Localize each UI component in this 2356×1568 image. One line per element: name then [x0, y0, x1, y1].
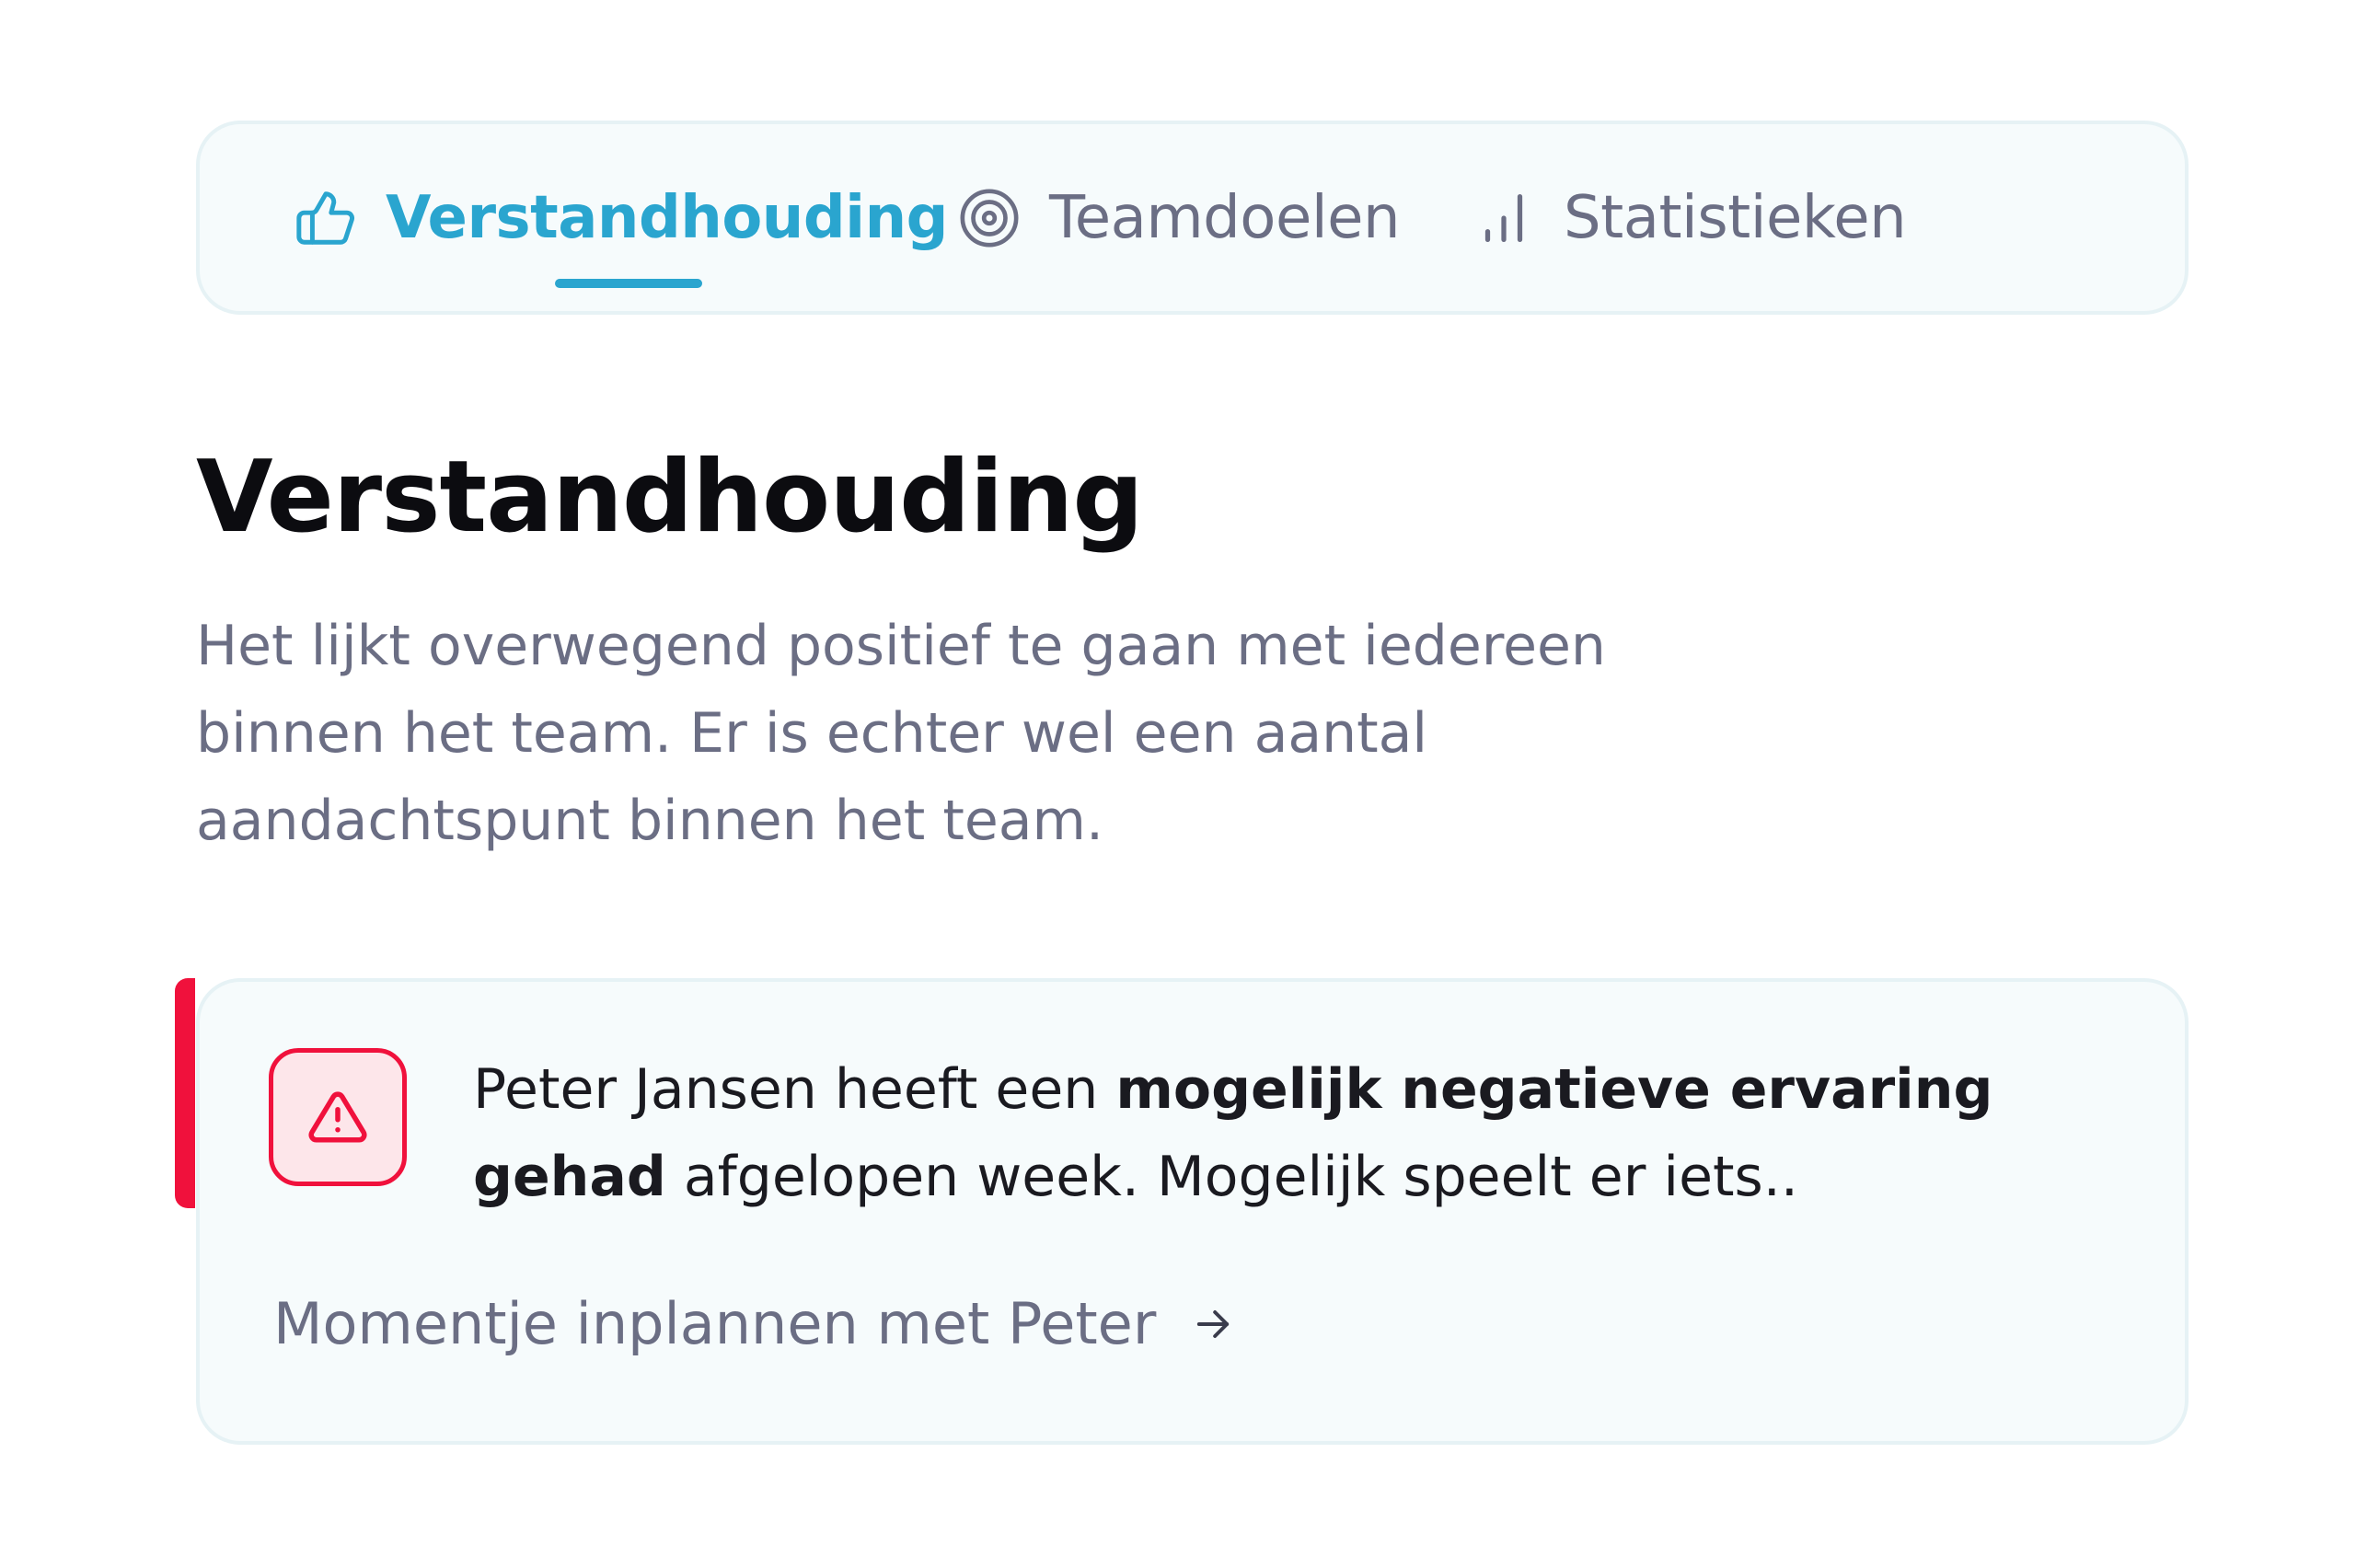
alert-text-highlight: mogelijk negatieve ervaring gehad: [473, 1057, 1993, 1209]
page-description: Het lijkt overwegend positief te gaan met iedereen binnen het team. Er is echter wel een aantal aandachtspunt binnen het team.: [196, 614, 1606, 853]
tab-label: Verstandhouding: [386, 183, 948, 252]
warning-icon: [307, 1087, 368, 1147]
alert-card: [196, 978, 2189, 1445]
alert-text-after: afgelopen week. Mogelijk speelt er iets..: [665, 1145, 1798, 1209]
schedule-meeting-link[interactable]: [273, 1290, 1237, 1357]
thumbs-up-icon: [294, 186, 358, 250]
alert-text-before: Peter Jansen heeft een: [473, 1057, 1116, 1122]
tab-label: Teamdoelen: [1049, 183, 1401, 252]
alert-icon-box: [269, 1048, 407, 1186]
schedule-meeting-label: Momentje inplannen met Peter: [273, 1290, 1157, 1357]
target-icon: [957, 186, 1022, 250]
tab-label: Statistieken: [1564, 183, 1907, 252]
page-title: Verstandhouding: [196, 440, 1143, 555]
tab-teamdoelen[interactable]: [957, 124, 1400, 311]
alert-accent-bar: [175, 978, 195, 1208]
arrow-right-icon: [1189, 1300, 1237, 1348]
alert-message: [473, 1046, 2148, 1221]
bar-chart-icon: [1472, 186, 1536, 250]
active-tab-indicator: [555, 279, 702, 288]
tab-bar: [196, 121, 2189, 315]
tab-statistieken[interactable]: [1472, 124, 1906, 311]
